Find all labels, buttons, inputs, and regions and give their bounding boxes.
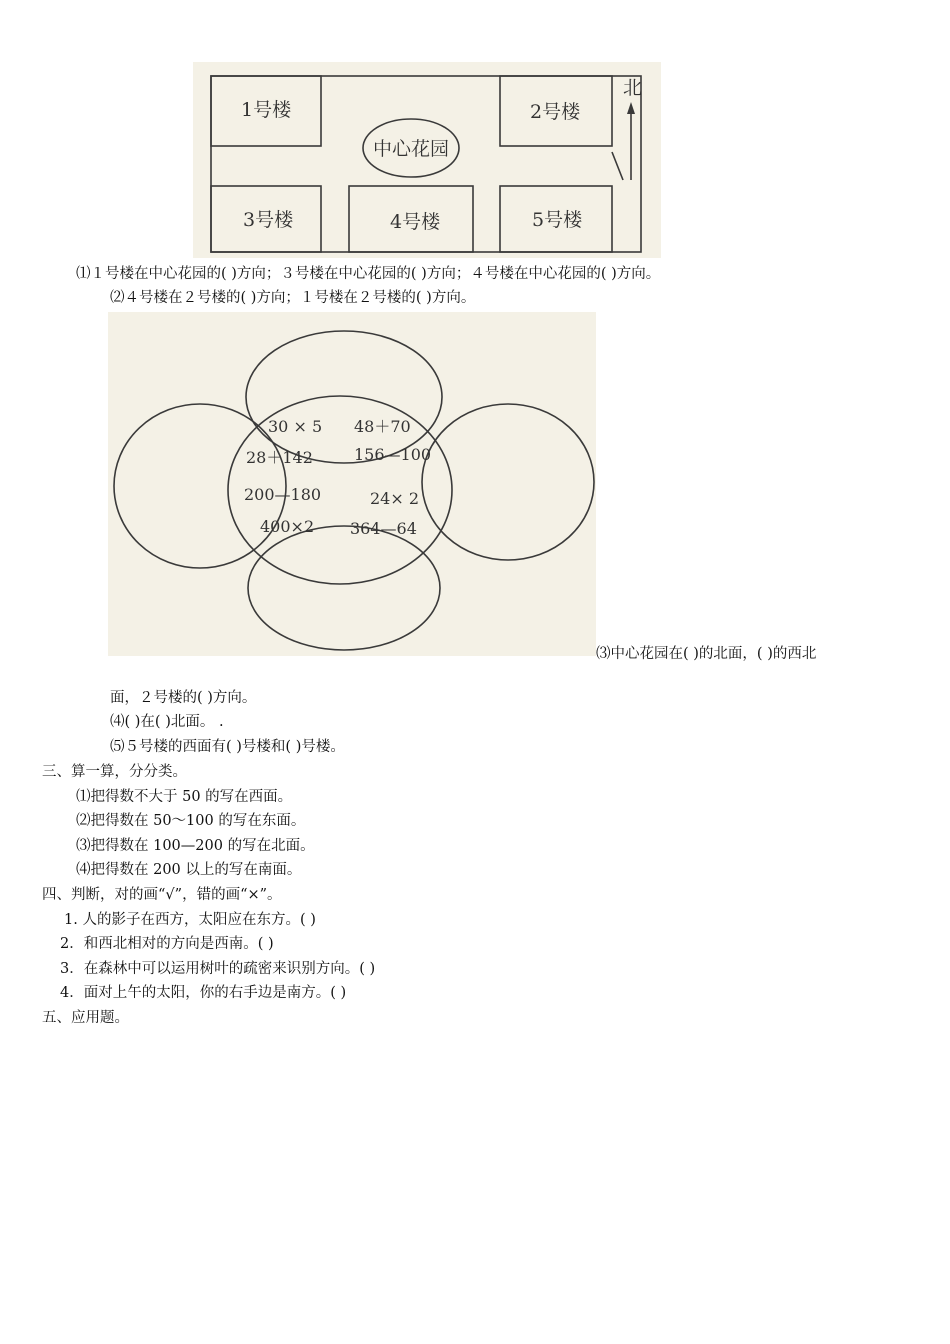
s3-item-4: ⑷把得数在 200 以上的写在南面。: [76, 862, 302, 878]
campus-map-figure: [193, 62, 661, 258]
expr-8: 364—64: [350, 519, 417, 538]
garden-label: 中心花园: [373, 138, 450, 160]
q2-text: ⑵４号楼在２号楼的( )方向；１号楼在２号楼的( )方向。: [110, 290, 476, 306]
flower-svg: [108, 312, 596, 656]
north-label: 北: [623, 77, 643, 99]
expr-6: 24× 2: [370, 489, 420, 508]
building-4-label: 4号楼: [390, 211, 441, 233]
building-5-label: 5号楼: [532, 209, 583, 231]
s4-item-3: 3．在森林中可以运用树叶的疏密来识别方向。( ): [60, 961, 376, 977]
s3-item-2: ⑵把得数在 50～100 的写在东面。: [76, 813, 306, 829]
petal-south: [248, 526, 440, 650]
s4-item-1: 1. 人的影子在西方，太阳应在东方。( ): [64, 912, 316, 928]
s3-item-1: ⑴把得数不大于 50 的写在西面。: [76, 789, 293, 805]
petal-east: [422, 404, 594, 560]
building-2-label: 2号楼: [530, 101, 581, 123]
section-3-heading: 三、算一算，分分类。: [42, 764, 187, 780]
expr-3: 28＋142: [246, 448, 313, 467]
expr-5: 200—180: [244, 485, 322, 504]
q5-text: ⑸５号楼的西面有( )号楼和( )号楼。: [110, 739, 345, 755]
q3-text-part2: 面，２号楼的( )方向。: [110, 690, 257, 706]
north-arrow-head: [627, 102, 635, 114]
expr-7: 400×2: [260, 517, 315, 536]
s4-item-2: 2．和西北相对的方向是西南。( ): [60, 936, 274, 952]
q1-text: ⑴１号楼在中心花园的( )方向；３号楼在中心花园的( )方向；４号楼在中心花园的( )方向。: [76, 266, 661, 282]
expr-1: 30 × 5: [268, 417, 323, 436]
s3-item-3: ⑶把得数在 100—200 的写在北面。: [76, 838, 315, 854]
building-1-label: 1号楼: [241, 99, 292, 121]
q4-text: ⑷( )在( )北面。 .: [110, 714, 224, 730]
q3-text-part1: ⑶中心花园在( )的北面，( )的西北: [596, 646, 817, 662]
building-3-label: 3号楼: [243, 209, 294, 231]
section-5-heading: 五、应用题。: [42, 1010, 129, 1026]
s4-item-4: 4．面对上午的太阳，你的右手边是南方。( ): [60, 985, 347, 1001]
section-4-heading: 四、判断，对的画“√”，错的画“×”。: [42, 887, 282, 903]
petal-north: [246, 331, 442, 463]
expr-2: 48＋70: [354, 417, 411, 436]
flower-figure: [108, 312, 596, 656]
campus-map-svg: [193, 62, 661, 258]
expr-4: 156—100: [354, 445, 432, 464]
